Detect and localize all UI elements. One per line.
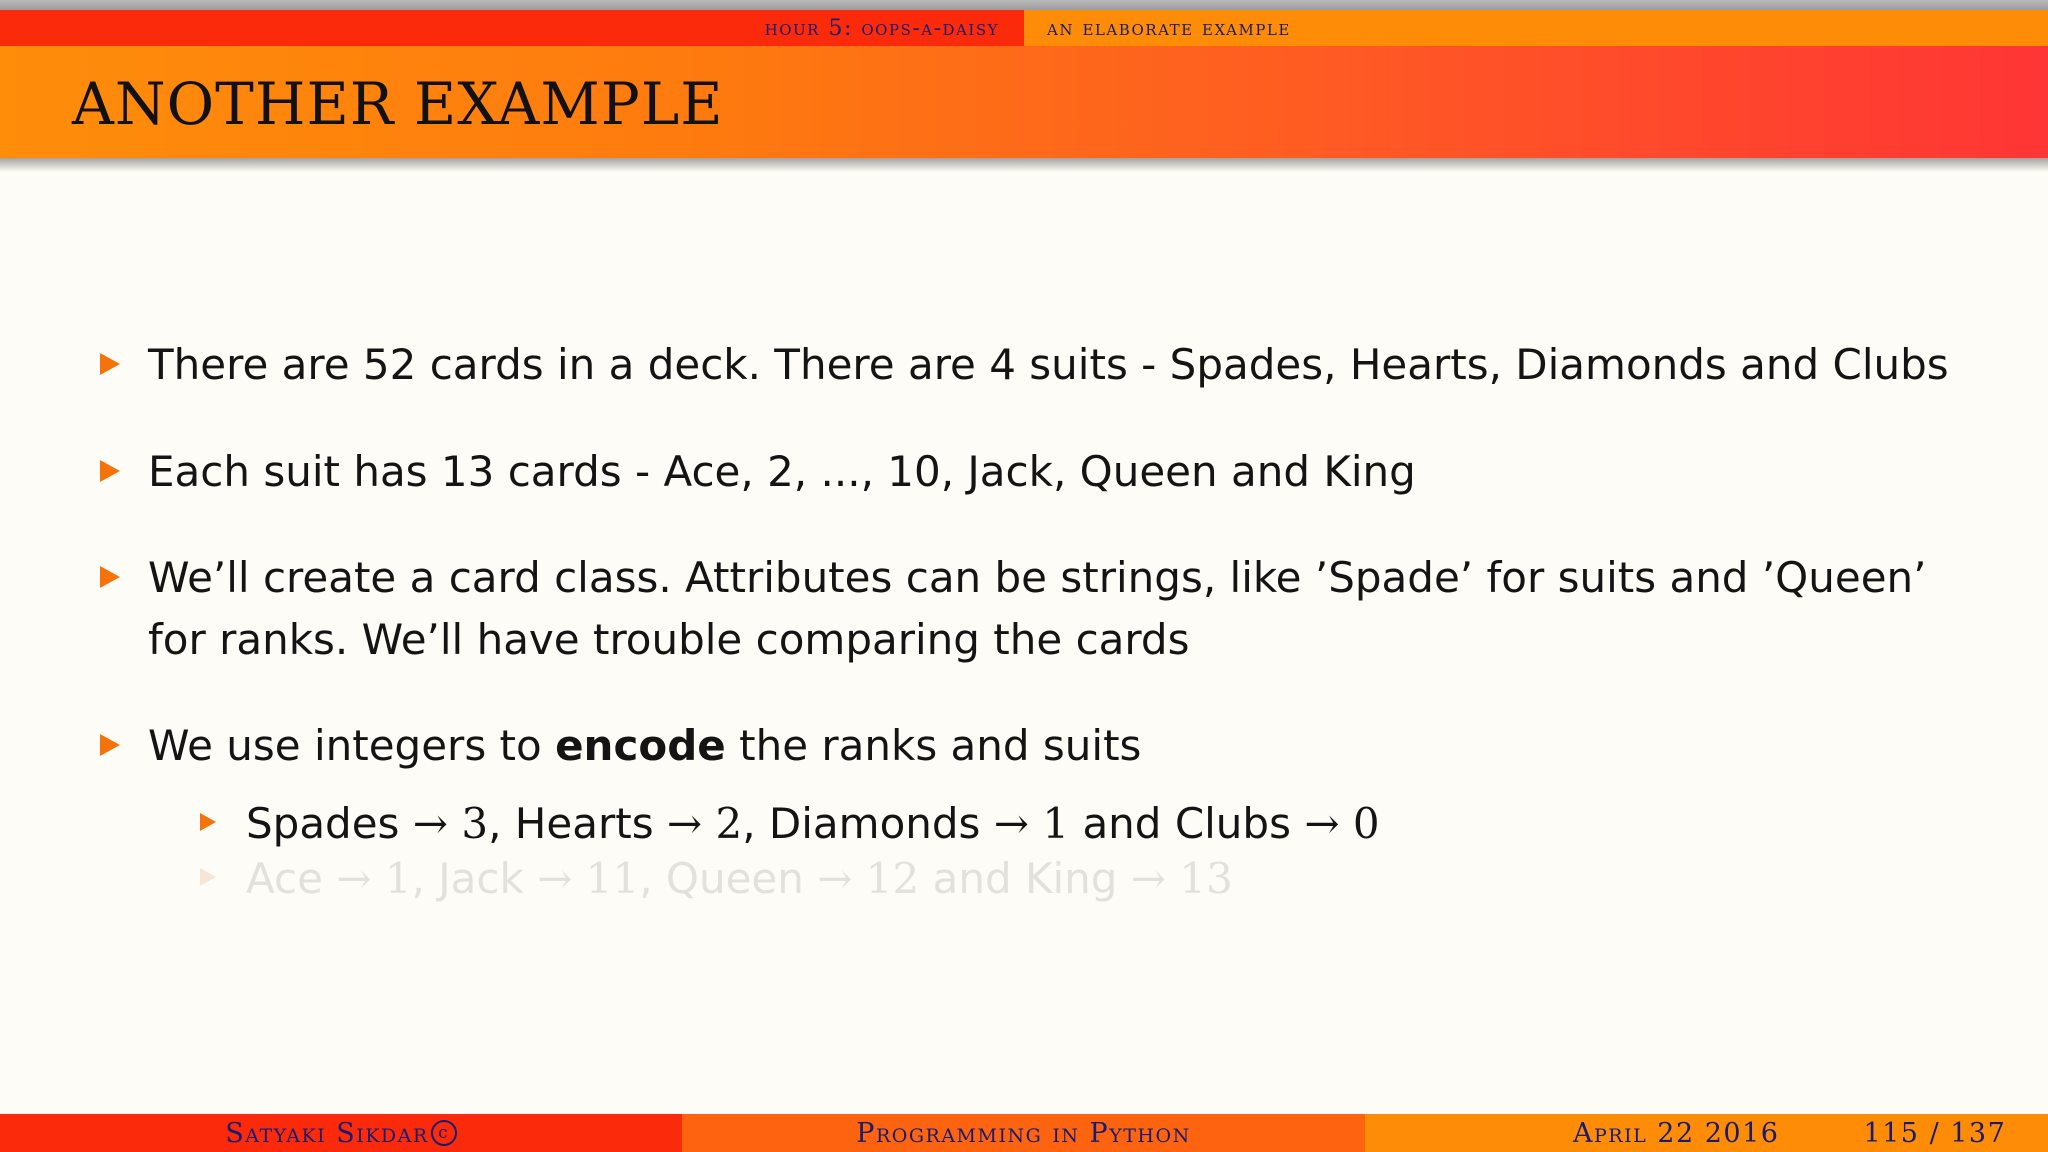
- arrow-icon: →: [1117, 854, 1180, 903]
- encoding-value: 2: [715, 799, 743, 848]
- arrow-icon: →: [980, 799, 1043, 848]
- subbullet-separator: and: [919, 854, 1025, 903]
- bullet-item: [148, 547, 1978, 671]
- footer-page-number: 115 / 137: [1863, 1117, 2007, 1149]
- arrow-icon: →: [653, 799, 716, 848]
- frame-title-shadow: [0, 158, 2048, 172]
- bullet-item: [148, 441, 1978, 503]
- footer-course-label: Programming in Python: [856, 1117, 1191, 1149]
- encoding-name: King: [1024, 854, 1118, 903]
- arrow-icon: →: [523, 854, 586, 903]
- arrow-icon: →: [803, 854, 866, 903]
- encoding-name: Clubs: [1174, 799, 1291, 848]
- bullet-text-after: the ranks and suits: [725, 721, 1142, 770]
- slide-footer: [0, 1114, 2048, 1152]
- encoding-name: Hearts: [514, 799, 654, 848]
- headline-subsection-label: an elaborate example: [1047, 15, 1291, 41]
- bullet-text-before: We use integers to: [148, 721, 556, 770]
- arrow-icon: →: [322, 854, 385, 903]
- bullet-item: [148, 334, 1978, 396]
- subbullet-separator: and: [1069, 799, 1175, 848]
- subbullet-separator: ,: [742, 799, 769, 848]
- bullet-text: We’ll create a card class. Attributes can be strings, like ’Spade’ for suits and ’Queen’ for ranks. We’ll have trouble comparing the cards: [148, 553, 1927, 664]
- encoding-name: Diamonds: [768, 799, 981, 848]
- encoding-name: Jack: [438, 854, 524, 903]
- encoding-value: 0: [1352, 799, 1380, 848]
- footer-course[interactable]: [682, 1114, 1365, 1152]
- window-top-strip: [0, 0, 2048, 10]
- encoding-value: 1: [384, 854, 412, 903]
- encoding-value: 13: [1179, 854, 1233, 903]
- bullet-item: [148, 715, 1978, 777]
- subbullet-separator: ,: [488, 799, 515, 848]
- headline-section[interactable]: [0, 10, 1024, 46]
- footer-author-label: Satyaki Sikdar: [225, 1117, 429, 1149]
- bullet-text-bold: encode: [555, 721, 726, 770]
- copyright-icon: c: [431, 1120, 457, 1146]
- headline-subsection[interactable]: [1024, 10, 2048, 46]
- arrow-icon: →: [399, 799, 462, 848]
- footer-author[interactable]: [0, 1114, 682, 1152]
- slide-headline: [0, 10, 2048, 46]
- subbullet-item: [246, 796, 1946, 852]
- encoding-value: 1: [1042, 799, 1070, 848]
- bullet-text: Each suit has 13 cards - Ace, 2, ..., 10, Jack, Queen and King: [148, 447, 1416, 496]
- encoding-value: 3: [461, 799, 489, 848]
- bullet-marker-icon: [100, 353, 120, 375]
- subbullet-separator: ,: [411, 854, 439, 903]
- bullet-text: There are 52 cards in a deck. There are 4 suits - Spades, Hearts, Diamonds and Clubs: [148, 340, 1949, 389]
- encoding-value: 12: [865, 854, 920, 903]
- subbullet-marker-icon: [200, 868, 216, 886]
- subbullet-item: [246, 851, 1946, 907]
- subbullet-separator: ,: [639, 854, 666, 903]
- subbullet-marker-icon: [200, 813, 216, 831]
- encoding-name: Spades: [246, 799, 400, 848]
- bullet-marker-icon: [100, 566, 120, 588]
- footer-date-page[interactable]: [1365, 1114, 2048, 1152]
- bullet-marker-icon: [100, 734, 120, 756]
- headline-section-label: hour 5: oops-a-daisy: [764, 15, 999, 41]
- bullet-marker-icon: [100, 460, 120, 482]
- arrow-icon: →: [1290, 799, 1353, 848]
- frame-title: ANOTHER EXAMPLE: [72, 70, 724, 138]
- encoding-name: Ace: [246, 854, 323, 903]
- encoding-value: 11: [585, 854, 640, 903]
- footer-date: April 22 2016: [1573, 1117, 1780, 1149]
- encoding-name: Queen: [665, 854, 804, 903]
